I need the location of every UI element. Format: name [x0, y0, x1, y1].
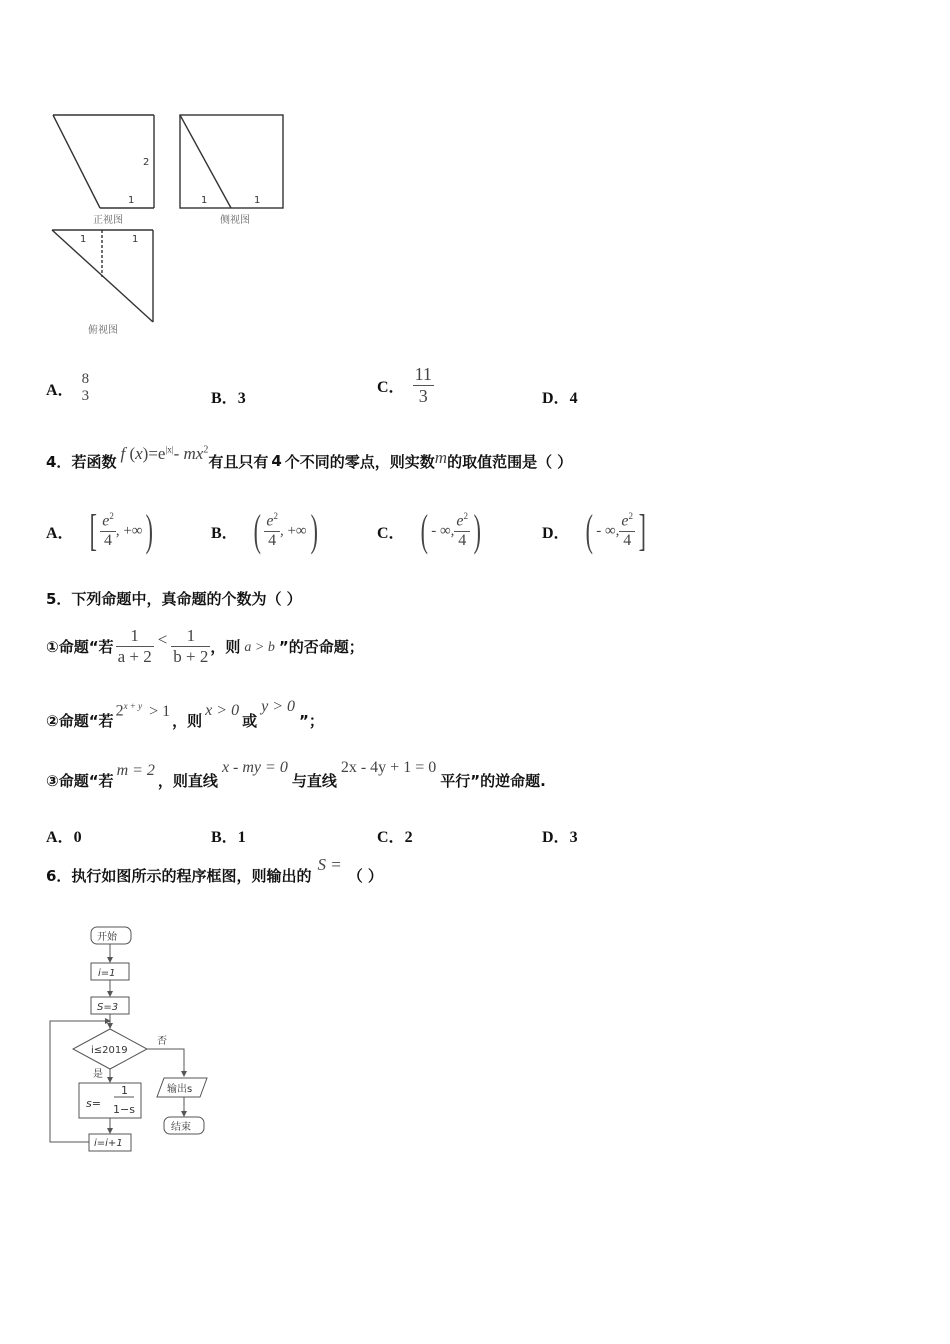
flow-yes: 是	[93, 1069, 103, 1080]
q4-stem	[46, 446, 572, 476]
q3-option-d[interactable]	[542, 385, 578, 408]
flow-end: 结束	[171, 1122, 191, 1133]
flow-init-i: i=1	[98, 968, 116, 979]
q3-option-c-letter: C．	[377, 378, 405, 396]
flow-init-s: S=3	[97, 1002, 119, 1013]
q3-option-c[interactable]	[377, 360, 434, 410]
q5-option-c[interactable]: C．2	[377, 829, 413, 846]
q3-option-a[interactable]	[46, 366, 91, 410]
q3-option-d-letter: D．	[542, 390, 570, 407]
flowchart	[44, 920, 224, 1164]
q5-stem: 5．下列命题中，真命题的个数为（ ）	[46, 590, 302, 608]
flow-cond: i≤2019	[91, 1045, 128, 1056]
q4-option-c-fraction: $\frac{e^2}{4}$	[456, 511, 469, 550]
three-views-figure	[40, 105, 300, 345]
q4-tail: 的取值范围是（ ）	[447, 452, 573, 471]
q4-option-b-inf: , +∞	[279, 522, 307, 539]
q3-option-a-den: 3	[81, 388, 90, 404]
side-view	[180, 115, 283, 208]
q5-item-2: ②命题“若 $2^{x + y} > 1$ ，则 x > 0 或 y > 0 ”；	[46, 698, 324, 730]
q4-option-a-fraction: $\frac{e^2}{4}$	[102, 511, 114, 550]
q4-option-c-letter: C．	[377, 524, 405, 542]
q5-option-b[interactable]: B．1	[211, 829, 246, 846]
flow-output: 输出s	[167, 1084, 193, 1095]
q3-option-a-letter: A．	[46, 381, 74, 399]
q3-option-b[interactable]	[211, 385, 246, 408]
q4-lead: 若函数	[71, 452, 117, 471]
flow-inc: i=i+1	[94, 1138, 123, 1149]
q3-option-b-letter: B．	[211, 390, 238, 407]
q4-option-b-letter: B．	[211, 524, 238, 542]
q4-option-d-letter: D．	[542, 524, 570, 542]
q4-mid2: 个不同的零点，则实数	[284, 452, 435, 471]
q4-option-d-inf: - ∞,	[596, 522, 620, 539]
q4-option-a-inf: , +∞	[115, 522, 143, 539]
q4-option-a[interactable]: A． [ $\frac{e^2}{4}$ , +∞ )	[46, 506, 154, 555]
q3-option-d-value: 4	[569, 390, 578, 407]
q3-option-c-den: 3	[418, 385, 428, 406]
front-label-1: 1	[128, 195, 135, 206]
q4-option-c[interactable]: C． ( - ∞, $\frac{e^2}{4}$ )	[377, 506, 482, 555]
q6-stem: 6．执行如图所示的程序框图，则输出的 S = （ ）	[46, 855, 383, 885]
flow-s-den: 1−s	[113, 1103, 135, 1116]
flow-s-num: 1	[121, 1084, 128, 1097]
q4-mid: 有且只有	[208, 452, 269, 471]
q4-option-c-inf: - ∞,	[431, 522, 455, 539]
q4-option-b[interactable]: B． ( $\frac{e^2}{4}$ , +∞ )	[211, 506, 318, 555]
q5-option-a[interactable]: A．0	[46, 829, 82, 846]
side-view-caption: 侧视图	[220, 215, 250, 226]
q5-item-1-frac-b: $\frac{1}{b + 2}$	[173, 625, 209, 666]
q5-option-d[interactable]: D．3	[542, 829, 578, 846]
side-label-1a: 1	[201, 195, 208, 206]
q3-option-c-fraction	[413, 364, 434, 406]
q5-item-1-frac-a: $\frac{1}{a + 2}$	[117, 625, 152, 666]
q4-option-d[interactable]: D． ( - ∞, $\frac{e^2}{4}$ ]	[542, 506, 647, 555]
side-label-1b: 1	[254, 195, 261, 206]
flow-start: 开始	[97, 932, 117, 943]
q4-number: 4．	[46, 452, 72, 471]
q4-m: m	[434, 448, 448, 467]
front-view-caption: 正视图	[93, 215, 123, 226]
q3-option-c-num: 11	[414, 363, 432, 384]
q3-option-a-fraction	[80, 371, 92, 406]
q4-option-a-letter: A．	[46, 524, 74, 542]
q4-count: 4	[271, 452, 282, 470]
q4-option-b-fraction: $\frac{e^2}{4}$	[266, 511, 278, 550]
top-label-1b: 1	[132, 234, 139, 245]
top-view-caption: 俯视图	[88, 325, 118, 336]
flow-no: 否	[157, 1036, 167, 1047]
q5-item-1: ①命题“若 $\frac{1}{a + 2}$ < $\frac{1}{b + 2}$ ，则 a > b ”的否命题；	[46, 625, 364, 666]
top-label-1a: 1	[80, 234, 87, 245]
q4-function: f $(x)=e^{|x|}-$ $mx^2$	[120, 444, 209, 463]
q5-item-3: ③命题“若 m = 2 ，则直线 x - my = 0 与直线 2x - 4y + 1 = 0 平行”的逆命题.	[46, 759, 546, 790]
q3-option-b-value: 3	[237, 390, 246, 407]
q4-option-d-fraction: $\frac{e^2}{4}$	[621, 511, 634, 550]
flow-s-lhs: s=	[86, 1097, 101, 1110]
front-view	[53, 115, 154, 208]
front-label-2: 2	[143, 157, 150, 168]
q3-option-a-num: 8	[81, 370, 90, 387]
